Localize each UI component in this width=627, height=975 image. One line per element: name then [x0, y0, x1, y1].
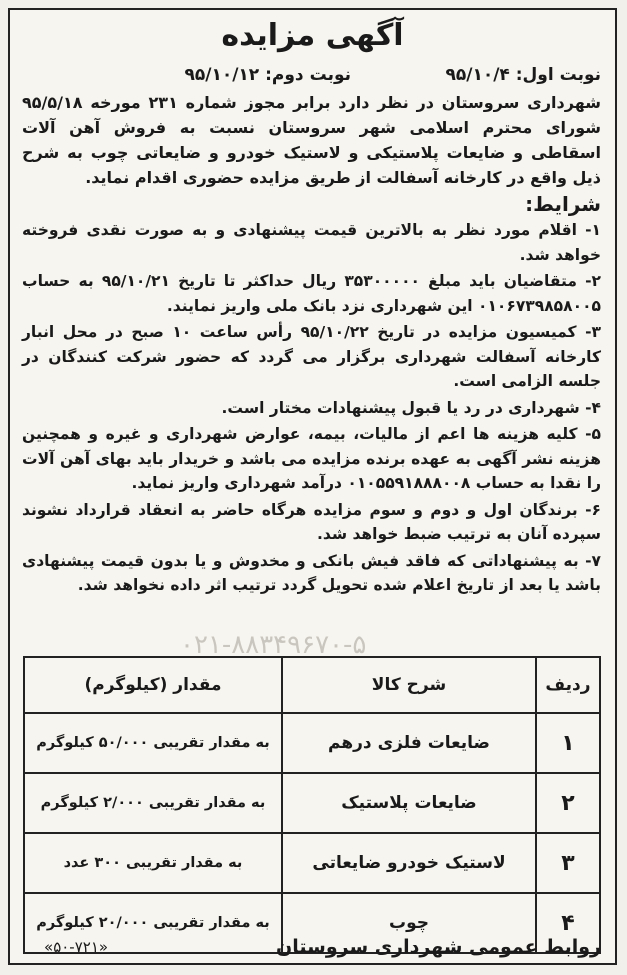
- row-number: ۴: [536, 893, 600, 953]
- condition-item: ۴- شهرداری در رد یا قبول پیشنهادات مختار است.: [221, 398, 601, 417]
- condition-item: ۳- کمیسیون مزایده در تاریخ ۹۵/۱۰/۲۲ رأس ساعت ۱۰ صبح در محل انبار کارخانه آسفالت شهرداری برگزار می گردد که حضور شرکت کنندگان در جلسه الزامی است.: [22, 323, 601, 390]
- intro-paragraph: شهرداری سروستان در نظر دارد برابر مجوز شماره ۲۳۱ مورخه ۹۵/۵/۱۸ شورای محترم اسلامی شهر سروستان نسبت به فروش آهن آلات اسقاطی و ضایعات پلاستیکی و لاستیک خودرو و ضایعاتی چوب به شرح ذیل واقع در کارخانه آسفالت از طریق مزایده حضوری اقدام نماید.: [22, 93, 601, 187]
- header-description: شرح کالا: [282, 657, 536, 713]
- row-number: ۲: [536, 773, 600, 833]
- conditions-heading: شرایط:: [525, 192, 601, 216]
- item-description: ضایعات پلاستیک: [282, 773, 536, 833]
- condition-item: ۱- اقلام مورد نظر به بالاترین قیمت پیشنهادی و به صورت نقدی فروخته خواهد شد.: [22, 221, 601, 264]
- items-table: [23, 656, 601, 954]
- item-description: ضایعات فلزی درهم: [282, 713, 536, 773]
- phone-watermark: ۰۲۱-۸۸۳۴۹۶۷۰-۵: [180, 630, 367, 660]
- item-quantity: به مقدار تقریبی ۲/۰۰۰ کیلوگرم: [24, 773, 282, 833]
- condition-item: ۵- کلیه هزینه ها اعم از مالیات، بیمه، عوارض شهرداری و غیره و همچنین هزینه نشر آگهی به عهده برنده مزایده می باشد و خریدار باید بهای آهن آلات را نقدا به حساب ۰۱۰۵۵۹۱۸۸۸۰۰۸ درآمد شهرداری واریز نماید.: [22, 425, 601, 492]
- table-row: [24, 713, 600, 773]
- signature: روابط عمومی شهرداری سروستان: [276, 936, 601, 958]
- header-row-number: ردیف: [536, 657, 600, 713]
- condition-item: ۶- برندگان اول و دوم و سوم مزایده هرگاه حاضر به انعقاد قرارداد نشوند سپرده آنان به ترتیب ضبط خواهد شد.: [22, 500, 601, 543]
- item-quantity: به مقدار تقریبی ۵۰/۰۰۰ کیلوگرم: [24, 713, 282, 773]
- auction-notice: [8, 8, 617, 965]
- conditions-list: [22, 218, 601, 600]
- item-description: چوب: [282, 893, 536, 953]
- second-turn-date: نوبت دوم: ۹۵/۱۰/۱۲: [184, 65, 351, 85]
- row-number: ۱: [536, 713, 600, 773]
- notice-title: آگهی مزایده: [221, 18, 404, 53]
- table-header-row: [24, 657, 600, 713]
- header-quantity: مقدار (کیلوگرم): [24, 657, 282, 713]
- notice-footer: [24, 932, 601, 962]
- row-number: ۳: [536, 833, 600, 893]
- ad-code: «۵۰-۷۲۱»: [44, 938, 109, 956]
- item-quantity: به مقدار تقریبی ۲۰/۰۰۰ کیلوگرم: [24, 893, 282, 953]
- item-description: لاستیک خودرو ضایعاتی: [282, 833, 536, 893]
- first-turn-date: نوبت اول: ۹۵/۱۰/۴: [445, 65, 601, 85]
- publication-turns: [24, 62, 601, 88]
- condition-item: ۷- به پیشنهاداتی که فاقد فیش بانکی و مخدوش و یا بدون قیمت پیشنهادی باشد یا بعد از تاریخ اعلام شده تحویل گردد ترتیب اثر داده نخواهد شد.: [22, 551, 601, 594]
- table-row: [24, 833, 600, 893]
- table-row: [24, 773, 600, 833]
- condition-item: ۲- متقاضیان باید مبلغ ۳۵۳۰۰۰۰۰ ریال حداکثر تا تاریخ ۹۵/۱۰/۲۱ به حساب ۰۱۰۶۷۳۹۸۵۸۰۰۵ این شهرداری نزد بانک ملی واریز نمایند.: [22, 272, 601, 315]
- item-quantity: به مقدار تقریبی ۳۰۰ عدد: [24, 833, 282, 893]
